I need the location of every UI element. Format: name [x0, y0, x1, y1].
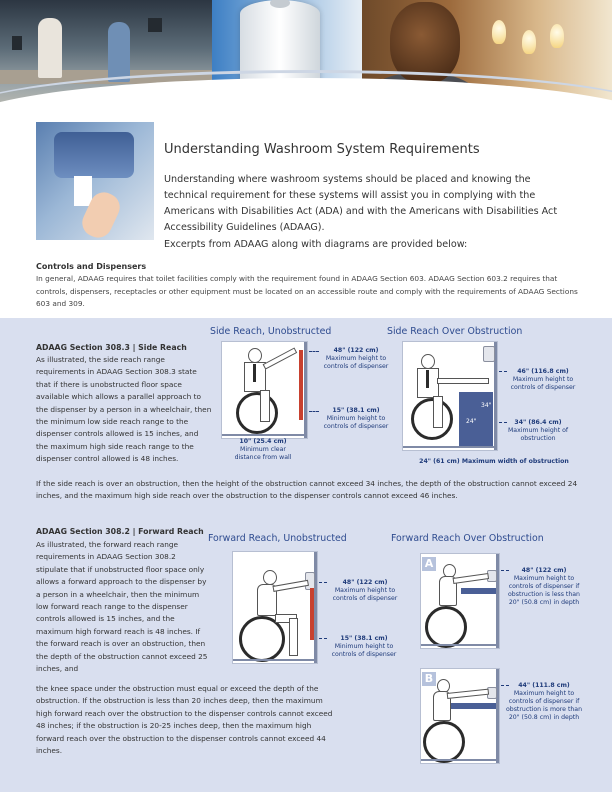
forward-unobstructed-min-annotation: [324, 635, 404, 659]
wall: [496, 669, 499, 763]
figure-leg: [260, 390, 270, 422]
pendant-lamp: [522, 30, 536, 54]
obstruction-height-label: 34": [481, 402, 492, 409]
annotation-label: Minimum height to controls of dispenser: [331, 643, 397, 658]
reach-range-bar: [299, 350, 303, 420]
side-obstruction-max-annotation: [505, 368, 581, 392]
counter-obstruction: [461, 588, 496, 594]
figure-leg: [289, 618, 298, 656]
annotation-value: 15" (38.1 cm): [332, 407, 380, 414]
forward-obstruction-figure-a: [420, 553, 500, 649]
wall-dispenser: [148, 18, 162, 32]
annotation-value: 48" (122 cm): [342, 579, 388, 586]
figure-head: [421, 354, 435, 369]
annotation-value: 46" (116.8 cm): [517, 368, 569, 375]
washroom-person: [38, 18, 62, 78]
wall-dispenser: [12, 36, 22, 50]
annotation-label: Minimum clear distance from wall: [234, 446, 292, 461]
side-unobstructed-min-annotation: [318, 407, 394, 431]
annotation-label: Maximum height to controls of dispenser: [332, 587, 398, 602]
annotation-value: 34" (86.4 cm): [514, 419, 562, 426]
figure-arm: [447, 689, 489, 699]
side-reach-heading: ADAAG Section 308.3 | Side Reach: [36, 343, 187, 352]
side-obstruction-height-annotation: [505, 419, 571, 443]
floor-line: [421, 644, 499, 646]
controls-heading: Controls and Dispensers: [36, 262, 147, 271]
side-reach-obstruction-note: If the side reach is over an obstruction, then the height of the obstruction cannot exceed 34 inches, the depth of the obstruction cannot exceed 24 inches, and the maximum high side reach over the obstruction to the dispenser controls cannot exceed 46 inches.: [36, 479, 578, 501]
figure-leg: [433, 396, 443, 428]
annotation-value: 44" (111.8 cm): [518, 682, 570, 689]
annotation-value: 10" (25.4 cm): [239, 438, 287, 445]
pendant-lamp: [492, 20, 506, 44]
annotation-label: Maximum height to controls of dispenser: [323, 355, 389, 370]
dispenser-hand-photo: [36, 122, 154, 240]
forward-obstruction-a-annotation: [506, 567, 582, 607]
towel-dispenser: [54, 132, 134, 178]
wheelchair-wheel: [425, 606, 467, 648]
forward-unobstructed-max-annotation: [326, 579, 404, 603]
figure-arm: [263, 347, 298, 369]
figure-a-badge: A: [422, 557, 436, 571]
forward-reach-unobstructed-title: Forward Reach, Unobstructed: [208, 533, 347, 544]
forward-obstruction-b-annotation: [506, 682, 582, 722]
wheelchair-wheel: [423, 721, 465, 763]
side-reach-unobstructed-title: Side Reach, Unobstructed: [210, 326, 332, 337]
figure-head: [248, 348, 262, 363]
annotation-label: Maximum height to controls of dispenser if obstruction is more than 20" (50.8 cm) in depth: [506, 690, 583, 721]
figure-b-badge: B: [422, 672, 436, 686]
side-reach-paragraph: As illustrated, the side reach range requirements in ADAAG Section 308.3 state that if there is unobstructed floor space available which allows a parallel approach to the dispenser by a person in a wheelchair, then the minimum low side reach range to the dispenser controls allowed is 15 inches, and the maximum high side reach range to the dispenser control allowed is 48 inches.: [36, 355, 212, 464]
side-unobstructed-max-annotation: [318, 347, 394, 371]
pendant-lamp: [550, 24, 564, 48]
forward-obstruction-figure-b: [420, 668, 500, 764]
forward-reach-obstruction-title: Forward Reach Over Obstruction: [391, 533, 544, 544]
annotation-value: 48" (122 cm): [521, 567, 567, 574]
intro-paragraph: Understanding where washroom systems should be placed and knowing the technical requirement for these systems will assist you in complying with the Americans with Disabilities Act (ADA) and with the Americans with Disabilities Act Accessibility Guidelines (ADAAG).: [164, 174, 558, 233]
excerpt-line: Excerpts from ADAAG along with diagrams are provided below:: [164, 239, 468, 250]
reach-range-bar: [310, 588, 314, 640]
controls-paragraph: In general, ADAAG requires that toilet facilities comply with the requirement found in ADAAG Section 603. ADAAG Section 603.2 requires that controls, dispensers, receptacles or other equipment must be located on an accessible route and comply with the requirements of ADAAG Sections 603 and 309.: [36, 274, 578, 308]
annotation-label: Maximum height to controls of dispenser if obstruction is less than 20" (50.8 cm) in depth: [508, 575, 580, 606]
wall: [304, 342, 307, 438]
counter-obstruction: [449, 703, 496, 709]
forward-reach-paragraph: As illustrated, the forward reach range requirements in ADAAG Section 308.2 stipulate that if unobstructed floor space only allows a forward approach to the dispenser by a person in a wheelchair, then the minimum low forward reach range to the dispenser controls allowed is 15 inches, and the maximum high forward reach is 48 inches. If the forward reach is over an obstruction, then the depth of the obstruction cannot exceed 25 inches, and: [36, 540, 208, 674]
annotation-label: Minimum height to controls of dispenser: [323, 415, 389, 430]
side-reach-unobstructed-figure: [221, 341, 308, 439]
floor-line: [421, 759, 499, 761]
figure-arm: [437, 378, 489, 384]
annotation-label: Maximum height of obstruction: [507, 427, 569, 442]
annotation-value: 15" (38.1 cm): [340, 635, 388, 642]
figure-arm: [272, 580, 308, 592]
wheelchair-wheel: [236, 392, 278, 434]
floor-line: [233, 659, 317, 661]
figure-head: [263, 570, 277, 585]
side-reach-obstruction-title: Side Reach Over Obstruction: [387, 326, 523, 337]
annotation-value: 48" (122 cm): [333, 347, 379, 354]
page-title: Understanding Washroom System Requirements: [164, 142, 480, 157]
floor-line: [222, 434, 307, 436]
forward-reach-paragraph-continued: the knee space under the obstruction must equal or exceed the depth of the obstruction. If the obstruction is less than 20 inches deep, then the maximum high forward reach over the obstruction to the dispenser controls cannot exceed 48 inches; if the obstruction is 20-25 inches deep, then the maximum high forward reach over the obstruction to the dispenser controls cannot exceed 44 inches.: [36, 684, 333, 756]
figure-arm: [453, 573, 489, 584]
wheelchair-wheel: [411, 398, 453, 440]
side-unobstructed-clear-annotation: [226, 438, 300, 462]
wall: [496, 554, 499, 648]
figure-tie: [426, 370, 429, 388]
side-obstruction-depth-annotation: 24" (61 cm) Maximum width of obstruction: [419, 458, 569, 465]
wall: [314, 552, 317, 663]
header-photo-strip: [0, 0, 612, 120]
floor-line: [403, 446, 497, 448]
annotation-label: Maximum height to controls of dispenser: [510, 376, 576, 391]
forward-reach-unobstructed-figure: [232, 551, 318, 664]
forward-reach-heading: ADAAG Section 308.2 | Forward Reach: [36, 527, 204, 536]
washroom-person: [108, 22, 130, 82]
side-reach-obstruction-figure: [402, 341, 498, 451]
obstruction-depth-label: 24": [466, 418, 477, 425]
figure-tie: [253, 364, 256, 382]
wall-dispenser: [483, 346, 495, 362]
